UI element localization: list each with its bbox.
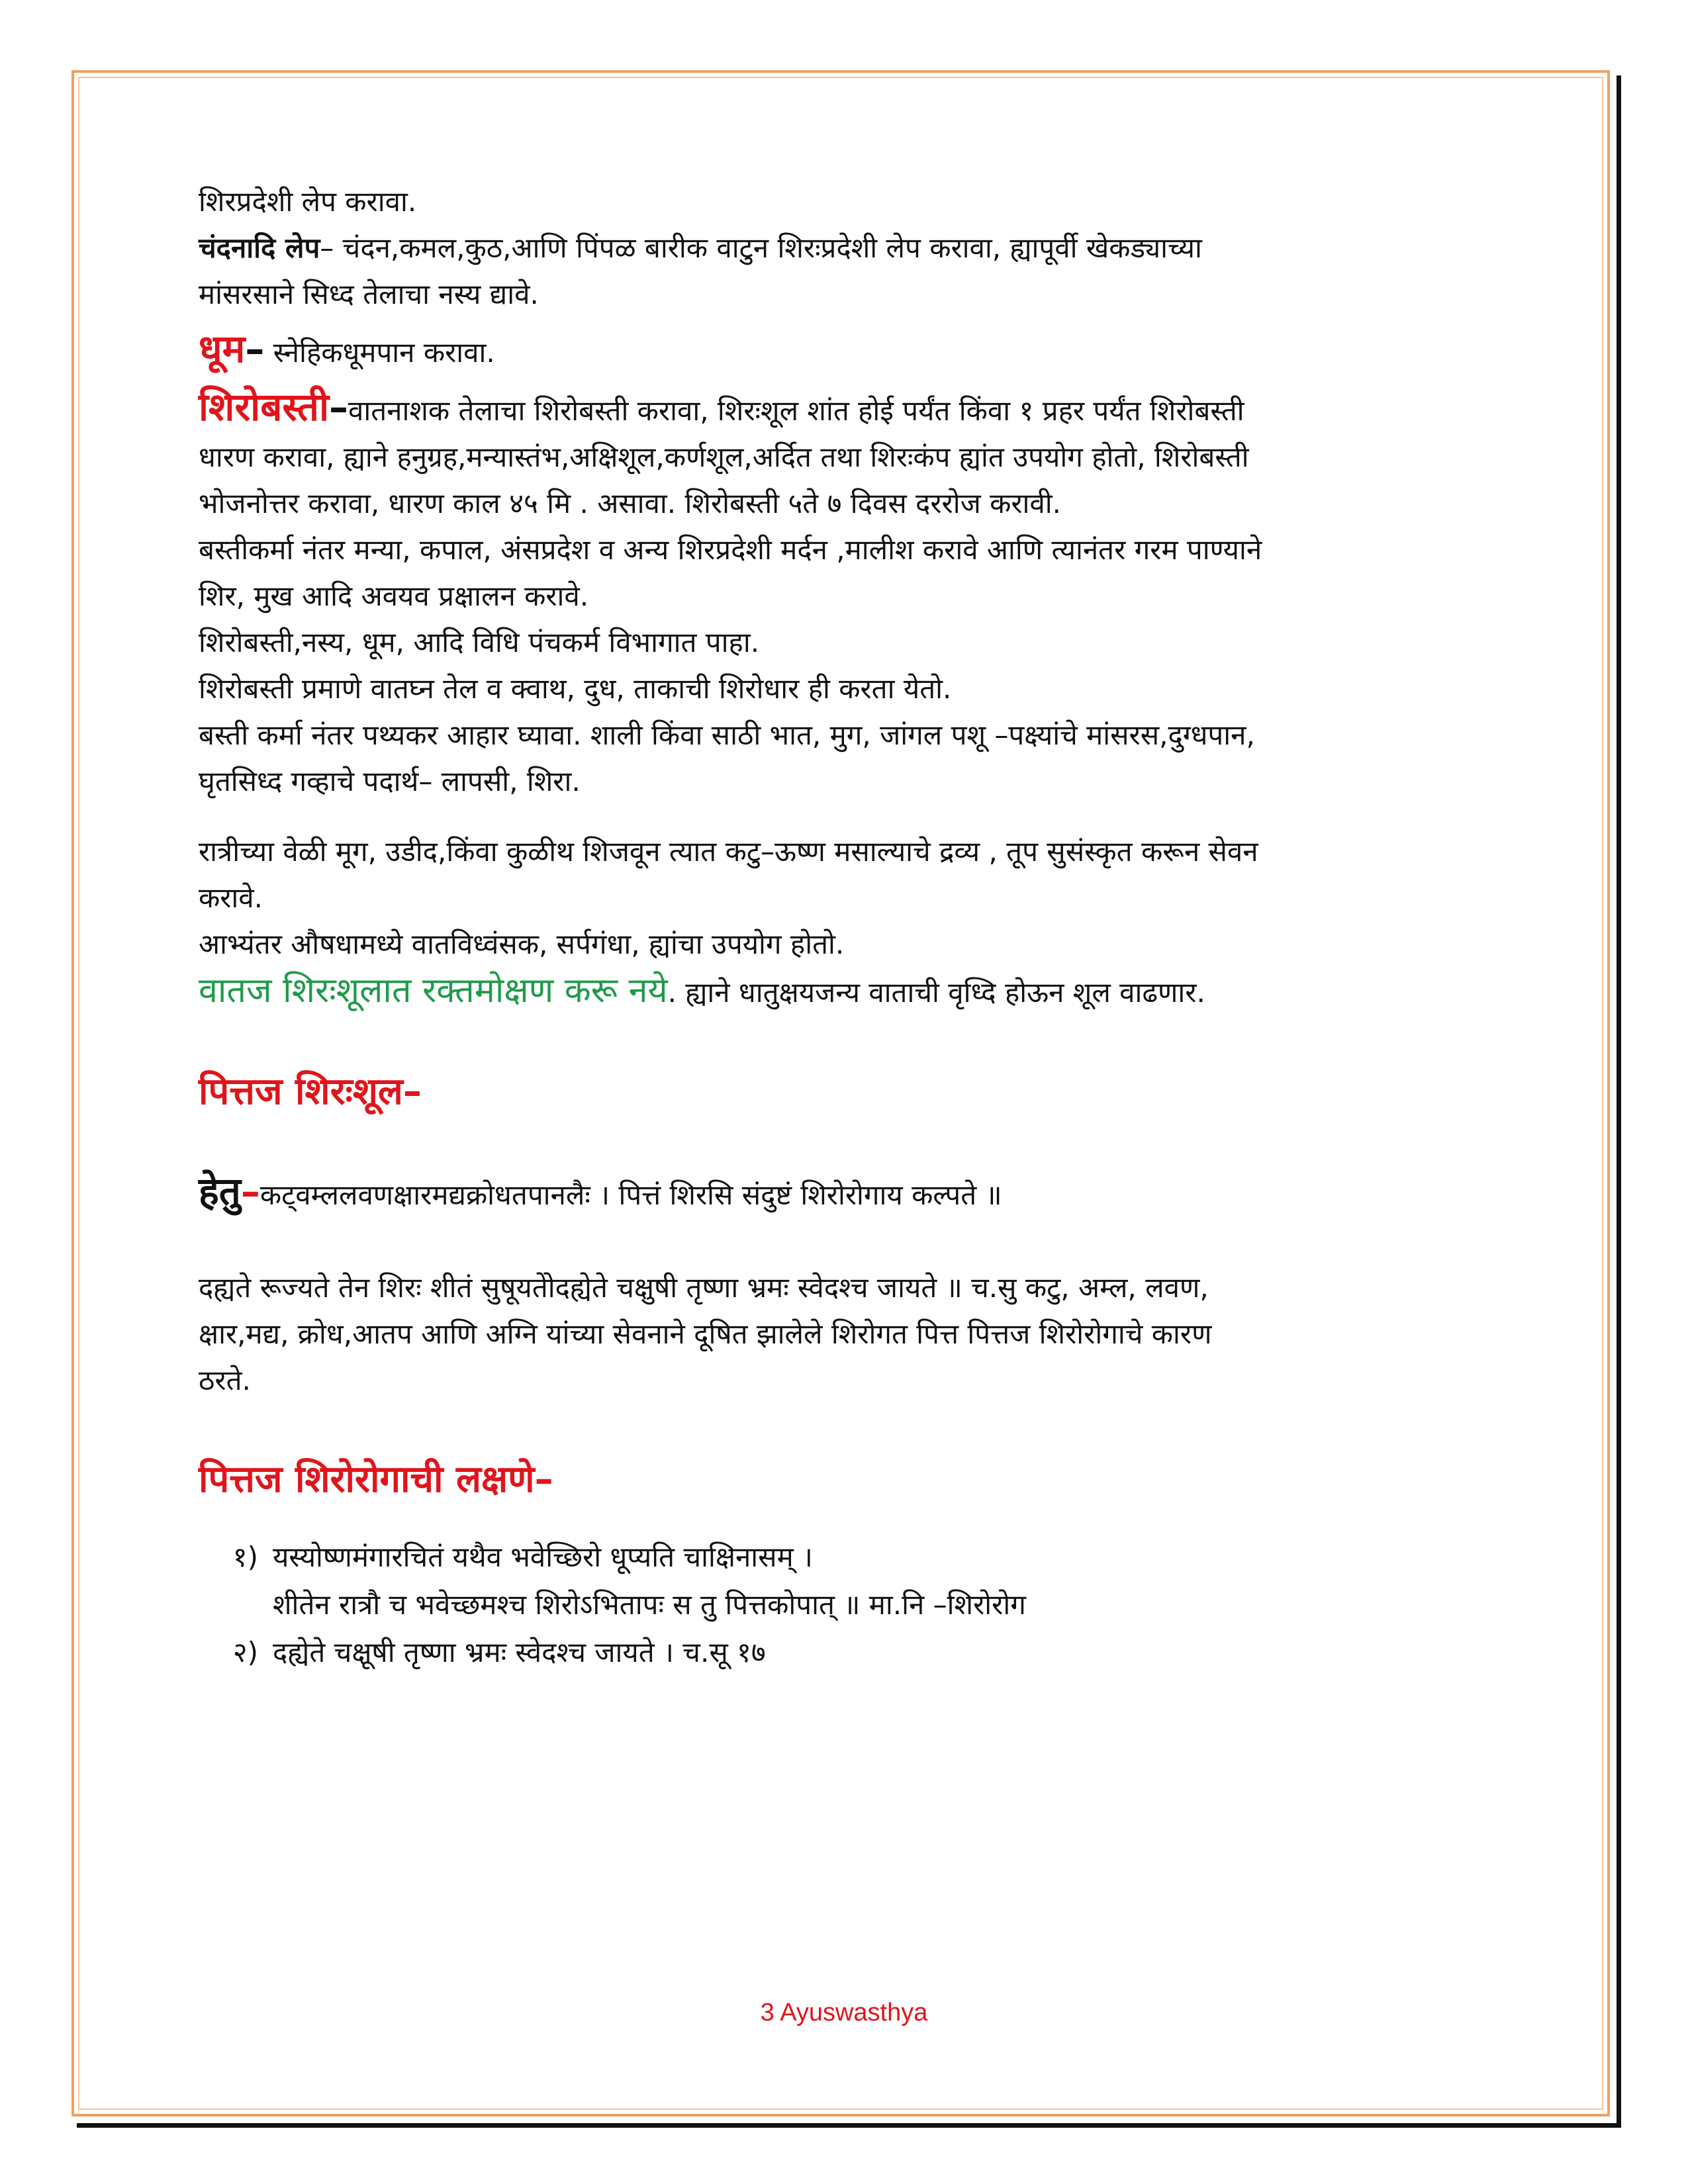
text-span: – चंदन,कमल,कुठ,आणि पिंपळ बारीक वाटुन शिरःप्रदेशी लेप करावा, ह्यापूर्वी खेकड्याच्या (320, 232, 1202, 264)
text-line: दह्यते रूज्यते तेन शिरः शीतं सुषूयतेोदह्येते चक्षुषी तृष्णा भ्रमः स्वेदश्च जायते ॥ च.सु कटु, अम्ल, लवण, (199, 1271, 1209, 1304)
text-line: भोजनोत्तर करावा, धारण काल ४५ मि . असावा. शिरोबस्ती ५ते ७ दिवस दररोज करावी. (199, 487, 1062, 520)
text-line (199, 968, 1496, 1016)
text-line: क्षार,मद्य, क्रोध,आतप आणि अग्नि यांच्या सेवनाने दूषित झालेले शिरोगत पित्त पित्तज शिरोरोगाचे कारण (199, 1318, 1212, 1350)
term-chandanadi-lep: चंदनादि लेप (199, 232, 320, 264)
list-text: दह्येते चक्षूषी तृष्णा भ्रमः स्वेदश्च जायते । च.सू १७ (273, 1636, 766, 1668)
term-shirobasti: शिरोबस्ती (199, 385, 329, 430)
page-footer: 3 Ayuswasthya (760, 1999, 928, 2026)
dash: – (328, 385, 348, 430)
text-line: करावे. (199, 882, 263, 914)
list-item (199, 1533, 1496, 1581)
list-text: यस्योष्णमंगारचितं यथैव भवेच्छिरो धूप्यति चाक्षिनासम् । (273, 1541, 813, 1573)
text-span: वातनाशक तेलाचा शिरोबस्ती करावा, शिरःशूल शांत होई पर्यंत किंवा १ प्रहर पर्यंत शिरोबस्ती (348, 394, 1244, 427)
text-span: स्नेहिकधूमपान करावा. (264, 336, 495, 369)
text-line: रात्रीच्या वेळी मूग, उडीद,किंवा कुळीथ शिजवून त्यात कटु–ऊष्ण मसाल्याचे द्रव्य , तूप सुसंस्कृत करून सेवन (199, 835, 1258, 868)
text-span: कट्वम्ललवणक्षारमद्यक्रोधतपानलैः । पित्तं शिरसि संदुष्टं शिरोरोगाय कल्पते ॥ (259, 1179, 1002, 1211)
term-hetu: हेतु (199, 1169, 241, 1214)
text-line: शिरोबस्ती,नस्य, धूम, आदि विधि पंचकर्म विभागात पाहा. (199, 626, 760, 659)
text-line: मांसरसाने सिध्द तेलाचा नस्य द्यावे. (199, 278, 539, 310)
list-number: १) (232, 1541, 258, 1573)
list-text: शीतेन रात्रौ च भवेच्छमश्च शिरोऽभितापः स तु पित्तकोपात् ॥ मा.नि –शिरोरोग (273, 1588, 1026, 1621)
text-line: धारण करावा, ह्याने हनुग्रह,मन्यास्तंभ,अक्षिशूल,कर्णशूल,अर्दित तथा शिरःकंप ह्यांत उपयोग होतो, शिरोबस्ती (199, 441, 1249, 473)
text-line: बस्तीकर्मा नंतर मन्या, कपाल, अंसप्रदेश व अन्य शिरप्रदेशी मर्दन ,मालीश करावे आणि त्यानंतर गरम पाण्याने (199, 533, 1262, 566)
section-heading-pittaj-shirahshool: पित्तज शिरःशूल– (199, 1070, 422, 1113)
text-line (199, 1168, 1496, 1218)
highlight-warning: वातज शिरःशूलात रक्तमोक्षण करू नये (199, 971, 668, 1011)
dash: – (245, 326, 265, 371)
term-dhoom: धूम (199, 326, 246, 371)
list-item (199, 1581, 1496, 1629)
list-number: २) (232, 1636, 258, 1668)
text-line: शिर, मुख आदि अवयव प्रक्षालन करावे. (199, 580, 589, 612)
text-line: आभ्यंतर औषधामध्ये वातविध्वंसक, सर्पगंधा, ह्यांचा उपयोग होतो. (199, 928, 845, 960)
text-line (199, 326, 1496, 376)
text-line (199, 225, 1496, 271)
text-line (199, 384, 1496, 434)
document-body (199, 179, 1496, 1676)
section-heading-lakshane: पित्तज शिरोरोगाची लक्षणे– (199, 1458, 553, 1501)
text-line: शिरोबस्ती प्रमाणे वातघ्न तेल व क्वाथ, दुध, ताकाची शिरोधार ही करता येतो. (199, 672, 952, 705)
text-line: ठरते. (199, 1364, 251, 1396)
dash: – (240, 1169, 260, 1214)
text-line: शिरप्रदेशी लेप करावा. (199, 185, 417, 218)
text-line: बस्ती कर्मा नंतर पथ्यकर आहार घ्यावा. शाली किंवा साठी भात, मुग, जांगल पशू –पक्ष्यांचे मांसरस,दुग्धपान, (199, 719, 1255, 751)
text-span: . ह्याने धातुक्षयजन्य वाताची वृध्दि होऊन शूल वाढणार. (667, 976, 1205, 1009)
text-line: घृतसिध्द गव्हाचे पदार्थ– लापसी, शिरा. (199, 765, 581, 797)
list-item (199, 1629, 1496, 1676)
